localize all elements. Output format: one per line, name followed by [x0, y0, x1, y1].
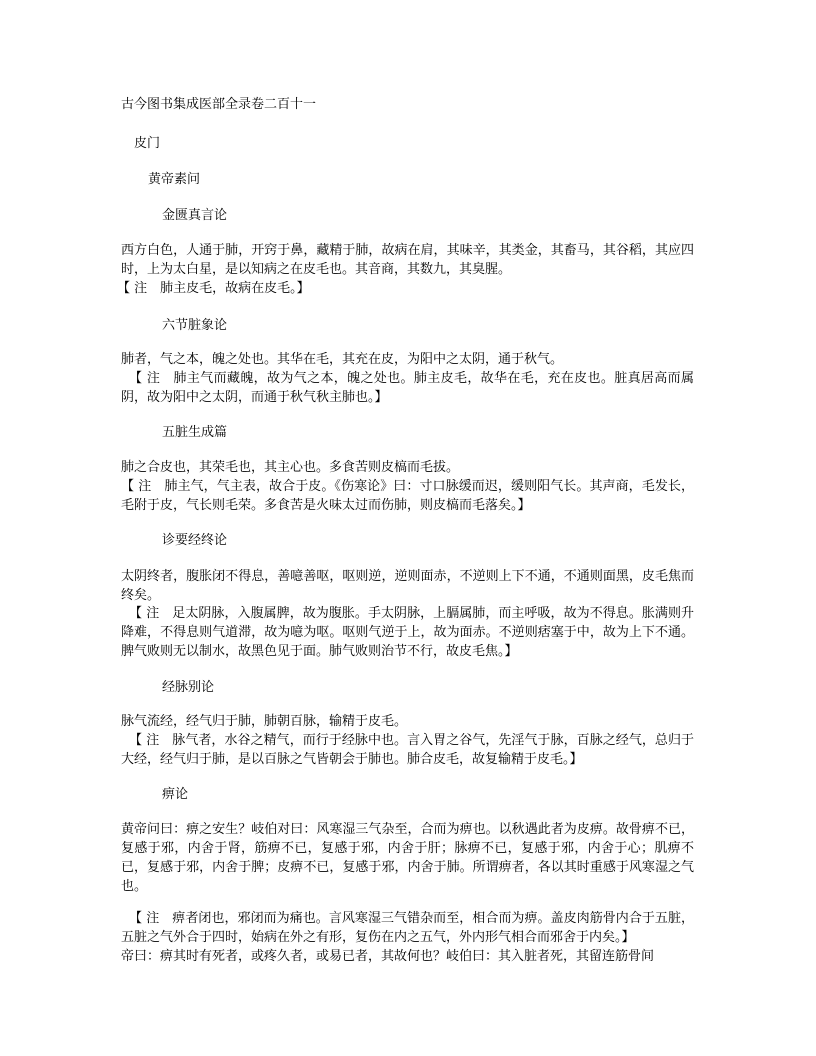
chapter-note: 【 注 肺主皮毛，故病在皮毛。】: [117, 281, 310, 296]
chapter-note: 【 注 痹者闭也，邪闭而为痛也。言风寒湿三气错杂而至，相合而为痹。盖皮肉筋骨内合于五脏，五脏之气外合于四时，始病在外之有形，复伤在内之五气，外内形气相合而邪舍于内矣。】: [121, 911, 694, 945]
chapter-note: 【 注 肺主气而藏魄，故为气之本，魄之处也。肺主皮毛，故华在毛，充在皮也。脏真居高而属阴，故为阳中之太阴，而通于秋气秋主肺也。】: [121, 371, 694, 405]
chapter-text: 西方白色，人通于肺，开窍于鼻，藏精于肺，故病在肩，其味辛，其类金，其畜马，其谷稻，其应四时，上为太白星，是以知病之在皮毛也。其音商，其数九，其臭腥。: [121, 243, 694, 277]
chapter-text: 黄帝问曰：痹之安生？岐伯对曰：风寒湿三气杂至，合而为痹也。以秋遇此者为皮痹。故骨痹不已，复感于邪，内舍于肾，筋痹不已，复感于邪，内舍于肝；脉痹不已，复感于邪，内舍于心；肌痹不已，复感于邪，内舍于脾；皮痹不已，复感于邪，内舍于肺。所谓痹者，各以其时重感于风寒湿之气也。: [121, 822, 694, 894]
document-title: 古今图书集成医部全录卷二百十一: [121, 97, 317, 112]
chapter-text: 肺之合皮也，其荣毛也，其主心也。多食苦则皮槁而毛拔。: [121, 460, 460, 475]
book-heading: 黄帝素问: [148, 172, 201, 187]
chapter-heading: 经脉别论: [162, 680, 215, 695]
chapter-text: 太阴终者，腹胀闭不得息，善噫善呕，呕则逆，逆则面赤，不逆则上下不通，不通则面黑，皮毛焦而终矣。: [121, 569, 694, 603]
chapter-text: 肺者，气之本，魄之处也。其华在毛，其充在皮，为阳中之太阴，通于秋气。: [121, 352, 564, 367]
chapter-note: 【 注 足太阴脉，入腹属脾，故为腹胀。手太阴脉，上膈属肺，而主呼吸，故为不得息。胀满则升降难，不得息则气道滞，故为噫为呕。呕则气逆于上，故为面赤。不逆则痞塞于中，故为上下不通。脾气败则无以制水，故黑色见于面。肺气败则治节不行，故皮毛焦。】: [121, 606, 694, 659]
chapter-note: 【 注 肺主气，气主表，故合于皮。《伤寒论》曰：寸口脉缓而迟，缓则阳气长。其声商，毛发长，毛附于皮，气长则毛荣。多食苦是火味太过而伤肺，则皮槁而毛落矣。】: [121, 479, 694, 513]
chapter-text: 脉气流经，经气归于肺，肺朝百脉，输精于皮毛。: [121, 714, 408, 729]
chapter-heading: 痹论: [162, 787, 189, 802]
chapter-text-continued: 帝曰：痹其时有死者，或疼久者，或易已者，其故何也？岐伯曰：其入脏者死，其留连筋骨间: [121, 949, 655, 964]
chapter-heading: 诊要经终论: [162, 533, 228, 548]
chapter-heading: 五脏生成篇: [162, 425, 228, 440]
chapter-heading: 金匮真言论: [162, 208, 228, 223]
chapter-heading: 六节脏象论: [162, 318, 228, 333]
section-heading: 皮门: [134, 136, 161, 151]
chapter-note: 【 注 脉气者，水谷之精气，而行于经脉中也。言入胃之谷气，先淫气于脉，百脉之经气，总归于大经，经气归于肺，是以百脉之气皆朝会于肺也。肺合皮毛，故复输精于皮毛。】: [121, 733, 694, 767]
